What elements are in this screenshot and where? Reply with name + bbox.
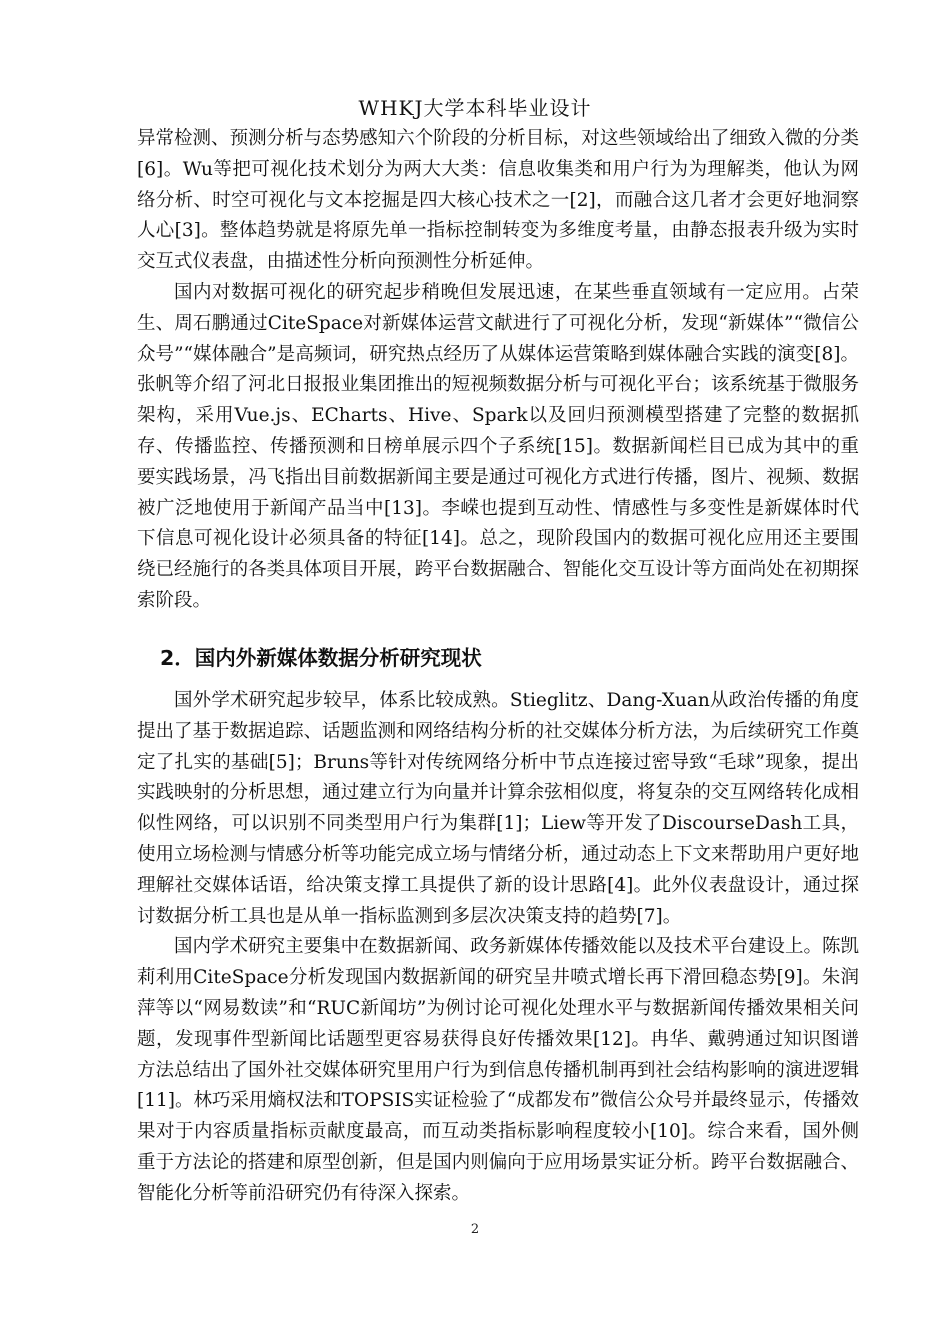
body-text-section-1 [137, 124, 859, 617]
section-heading: 2．国内外新媒体数据分析研究现状 [160, 646, 482, 670]
paragraph-domestic-research: 国内学术研究主要集中在数据新闻、政务新媒体传播效能以及技术平台建设上。陈凯莉利用CiteSpace分析发现国内数据新闻的研究呈井喷式增长再下滑回稳态势[9]。朱润萍等以“网易数读”和“RUC新闻坊”为例讨论可视化处理水平与数据新闻传播效果相关问题，发现事件型新闻比话题型更容易获得良好传播效果[12]。冉华、戴骋通过知识图谱方法总结出了国外社交媒体研究里用户行为到信息传播机制再到社会结构影响的演进逻辑[11]。林巧采用熵权法和TOPSIS实证检验了“成都发布”微信公众号并最终显示，传播效果对于内容质量指标贡献度最高，而互动类指标影响程度较小[10]。综合来看，国外侧重于方法论的搭建和原型创新，但是国内则偏向于应用场景实证分析。跨平台数据融合、智能化分析等前沿研究仍有待深入探索。 [137, 936, 859, 1204]
page-number: 2 [470, 1222, 480, 1237]
paragraph-continued: 异常检测、预测分析与态势感知六个阶段的分析目标，对这些领域给出了细致入微的分类[6]。Wu等把可视化技术划分为两大大类：信息收集类和用户行为为理解类，他认为网络分析、时空可视化与文本挖掘是四大核心技术之一[2]，而融合这几者才会更好地洞察人心[3]。整体趋势就是将原先单一指标控制转变为多维度考量，由静态报表升级为实时交互式仪表盘，由描述性分析向预测性分析延伸。 [137, 128, 859, 273]
page-header-title: WHKJ大学本科毕业设计 [358, 96, 592, 120]
body-text-section-2 [137, 686, 859, 1210]
paragraph-foreign-research: 国外学术研究起步较早，体系比较成熟。Stieglitz、Dang-Xuan从政治传播的角度提出了基于数据追踪、话题监测和网络结构分析的社交媒体分析方法，为后续研究工作奠定了扎实的基础[5]；Bruns等针对传统网络分析中节点连接过密导致“毛球”现象，提出实践映射的分析思想，通过建立行为向量并计算余弦相似度，将复杂的交互网络转化成相似性网络，可以识别不同类型用户行为集群[1]；Liew等开发了DiscourseDash工具，使用立场检测与情感分析等功能完成立场与情绪分析，通过动态上下文来帮助用户更好地理解社交媒体话语，给决策支撑工具提供了新的设计思路[4]。此外仪表盘设计，通过探讨数据分析工具也是从单一指标监测到多层次决策支持的趋势[7]。 [137, 690, 859, 927]
paragraph-domestic-visualization: 国内对数据可视化的研究起步稍晚但发展迅速，在某些垂直领域有一定应用。占荣生、周石鹏通过CiteSpace对新媒体运营文献进行了可视化分析，发现“新媒体”“微信公众号”“媒体融合”是高频词，研究热点经历了从媒体运营策略到媒体融合实践的演变[8]。张帆等介绍了河北日报报业集团推出的短视频数据分析与可视化平台；该系统基于微服务架构，采用Vue.js、ECharts、Hive、Spark以及回归预测模型搭建了完整的数据抓存、传播监控、传播预测和日榜单展示四个子系统[15]。数据新闻栏目已成为其中的重要实践场景，冯飞指出目前数据新闻主要是通过可视化方式进行传播，图片、视频、数据被广泛地使用于新闻产品当中[13]。李嵘也提到互动性、情感性与多变性是新媒体时代下信息可视化设计必须具备的特征[14]。总之，现阶段国内的数据可视化应用还主要围绕已经施行的各类具体项目开展，跨平台数据融合、智能化交互设计等方面尚处在初期探索阶段。 [137, 281, 859, 611]
